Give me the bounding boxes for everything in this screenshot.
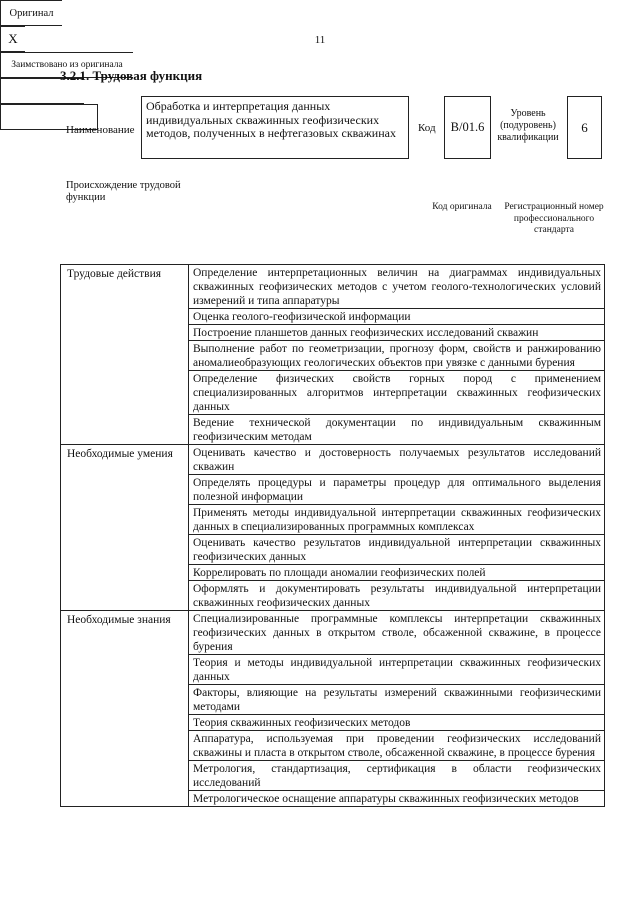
section-item: Построение планшетов данных геофизических исследований скважин	[189, 325, 605, 341]
section-item: Применять методы индивидуальной интерпретации скважинных геофизических данных в специализированных программных комплексах	[189, 505, 605, 535]
code-value: B/01.6	[444, 96, 491, 159]
name-value: Обработка и интерпретация данных индивидуальных скважинных геофизических методов, полученных в нефтегазовых скважинах	[141, 96, 409, 159]
name-label: Наименование	[66, 124, 135, 136]
section-item: Оценивать качество и достоверность получаемых результатов исследований скважин	[189, 445, 605, 475]
section-category: Трудовые действия	[61, 265, 189, 445]
code-original-caption: Код оригинала	[432, 202, 492, 212]
section-item: Аппаратура, используемая при проведении геофизических исследований скважины и пласта в открытом стволе, обсаженной скважине, в процессе бурения	[189, 731, 605, 761]
qualification-level-label: Уровень (подуровень) квалификации	[497, 108, 559, 143]
code-label: Код	[418, 122, 436, 134]
section-title: 3.2.1. Трудовая функция	[60, 68, 203, 83]
qualification-level-value: 6	[567, 96, 602, 159]
origin-original-label: Оригинал	[0, 0, 62, 26]
section-item: Выполнение работ по геометризации, прогнозу форм, свойств и ранжированию аномалиеобразующих геологических объектов при увязке с данными бурения	[189, 341, 605, 371]
function-details-body	[61, 265, 605, 807]
section-item: Оценка геолого-геофизической информации	[189, 309, 605, 325]
section-item: Определение интерпретационных величин на диаграммах индивидуальных скважинных геофизических методов с учетом геолого-технологических условий измерений и типа аппаратуры	[189, 265, 605, 309]
reg-number-caption: Регистрационный номер профессионального стандарта	[504, 202, 604, 235]
table-row	[61, 445, 605, 475]
page-number: 11	[314, 34, 326, 46]
section-item: Ведение технической документации по индивидуальным скважинным геофизическим методам	[189, 415, 605, 445]
section-item: Метрология, стандартизация, сертификация в области геофизических исследований	[189, 761, 605, 791]
section-category: Необходимые умения	[61, 445, 189, 611]
table-row	[61, 611, 605, 655]
section-item: Определение физических свойств горных пород с применением специализированных алгоритмов интерпретации скважинных геофизических данных	[189, 371, 605, 415]
section-item: Теория и методы индивидуальной интерпретации скважинных геофизических данных	[189, 655, 605, 685]
table-row	[61, 265, 605, 309]
origin-original-mark: X	[0, 26, 25, 52]
section-item: Специализированные программные комплексы интерпретации скважинных геофизических данных в открытом стволе, обсаженной скважине, в процессе бурения	[189, 611, 605, 655]
section-item: Оценивать качество результатов индивидуальной интерпретации скважинных геофизических данных	[189, 535, 605, 565]
section-item: Факторы, влияющие на результаты измерений скважинными геофизическими методами	[189, 685, 605, 715]
section-category: Необходимые знания	[61, 611, 189, 807]
origin-borrowed-label: Заимствовано из оригинала	[0, 52, 133, 78]
origin-label: Происхождение трудовой функции	[66, 180, 181, 203]
section-item: Коррелировать по площади аномалии геофизических полей	[189, 565, 605, 581]
section-item: Оформлять и документировать результаты индивидуальной интерпретации скважинных геофизических данных	[189, 581, 605, 611]
section-item: Метрологическое оснащение аппаратуры скважинных геофизических методов	[189, 791, 605, 807]
section-item: Определять процедуры и параметры процедур для оптимального выделения полезной информации	[189, 475, 605, 505]
function-details-table	[60, 264, 605, 807]
section-item: Теория скважинных геофизических методов	[189, 715, 605, 731]
